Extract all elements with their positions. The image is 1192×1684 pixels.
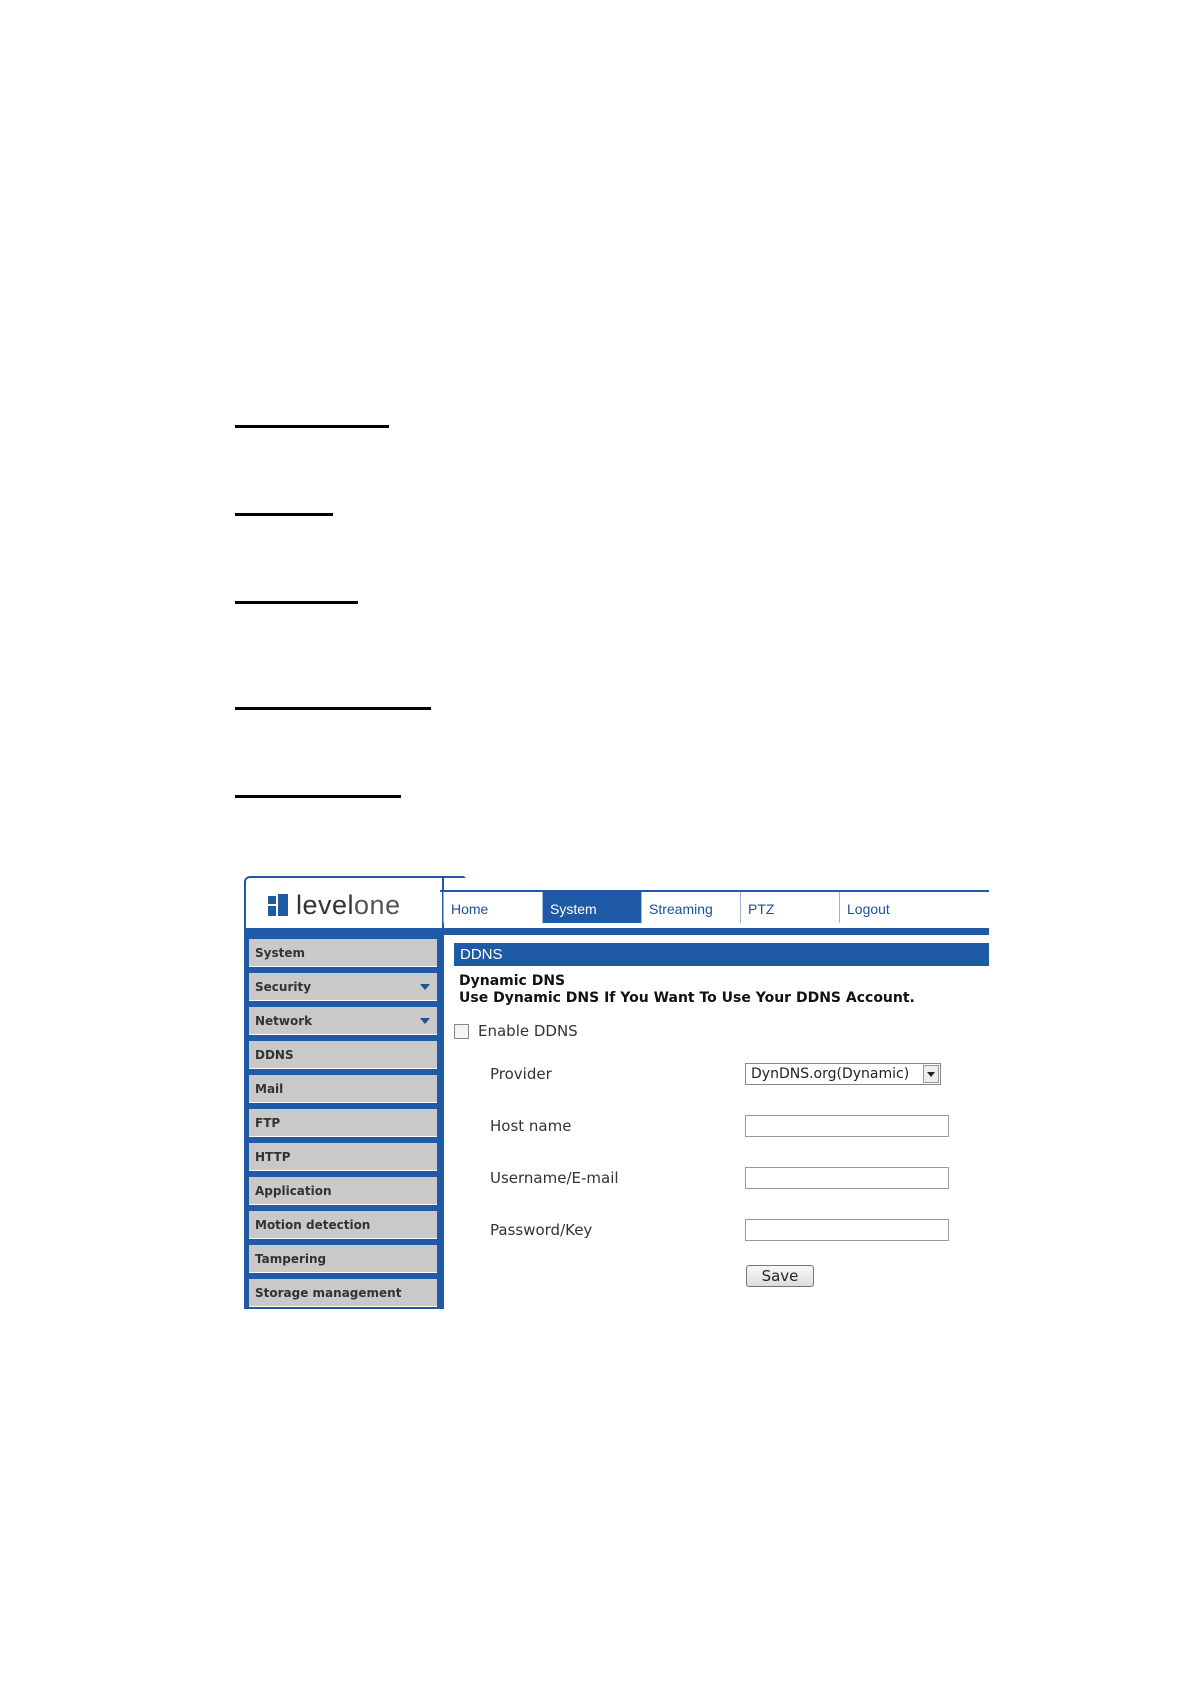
provider-select[interactable]	[745, 1063, 941, 1085]
section-title: DDNS	[454, 943, 989, 966]
tab-home[interactable]: Home	[443, 892, 542, 923]
save-button[interactable]: Save	[746, 1265, 814, 1287]
provider-label: Provider	[490, 1065, 552, 1083]
sidebar-item-security[interactable]: Security	[249, 973, 437, 1001]
enable-ddns-checkbox[interactable]	[454, 1024, 469, 1039]
dropdown-arrow-icon[interactable]	[923, 1065, 939, 1083]
logo-text: levelone	[296, 890, 401, 920]
main-content	[444, 935, 989, 1309]
camera-web-ui-screenshot	[244, 873, 989, 1309]
top-nav-tabs	[443, 892, 989, 923]
blank-rule	[235, 425, 389, 428]
password-input[interactable]	[745, 1219, 949, 1241]
page-heading	[459, 973, 915, 1007]
sidebar-item-mail[interactable]: Mail	[249, 1075, 437, 1103]
tab-system[interactable]: System	[542, 892, 641, 923]
chevron-down-icon	[420, 984, 430, 990]
logo-tab	[244, 876, 444, 930]
header-band	[244, 928, 989, 935]
sidebar-item-ddns[interactable]: DDNS	[249, 1041, 437, 1069]
enable-ddns-label: Enable DDNS	[478, 1022, 578, 1040]
levelone-logo-icon	[268, 894, 290, 918]
host-name-input[interactable]	[745, 1115, 949, 1137]
sidebar-item-ftp[interactable]: FTP	[249, 1109, 437, 1137]
tab-logout[interactable]: Logout	[839, 892, 938, 923]
heading-description: Use Dynamic DNS If You Want To Use Your DDNS Account.	[459, 990, 915, 1006]
enable-ddns-row[interactable]	[454, 1022, 578, 1040]
username-input[interactable]	[745, 1167, 949, 1189]
sidebar-item-http[interactable]: HTTP	[249, 1143, 437, 1171]
blank-rule	[235, 601, 358, 604]
username-label: Username/E-mail	[490, 1169, 619, 1187]
sidebar-item-application[interactable]: Application	[249, 1177, 437, 1205]
tab-ptz[interactable]: PTZ	[740, 892, 839, 923]
sidebar-item-storage-management[interactable]: Storage management	[249, 1279, 437, 1307]
sidebar-item-system[interactable]: System	[249, 939, 437, 967]
heading-title: Dynamic DNS	[459, 973, 566, 989]
sidebar-item-tampering[interactable]: Tampering	[249, 1245, 437, 1273]
blank-rule	[235, 795, 401, 798]
sidebar	[244, 935, 444, 1309]
tab-streaming[interactable]: Streaming	[641, 892, 740, 923]
password-label: Password/Key	[490, 1221, 593, 1239]
host-name-label: Host name	[490, 1117, 572, 1135]
provider-selected-value: DynDNS.org(Dynamic)	[751, 1066, 910, 1082]
sidebar-item-motion-detection[interactable]: Motion detection	[249, 1211, 437, 1239]
sidebar-item-network[interactable]: Network	[249, 1007, 437, 1035]
blank-rule	[235, 707, 431, 710]
chevron-down-icon	[420, 1018, 430, 1024]
levelone-logo	[268, 890, 401, 921]
blank-rule	[235, 513, 333, 516]
